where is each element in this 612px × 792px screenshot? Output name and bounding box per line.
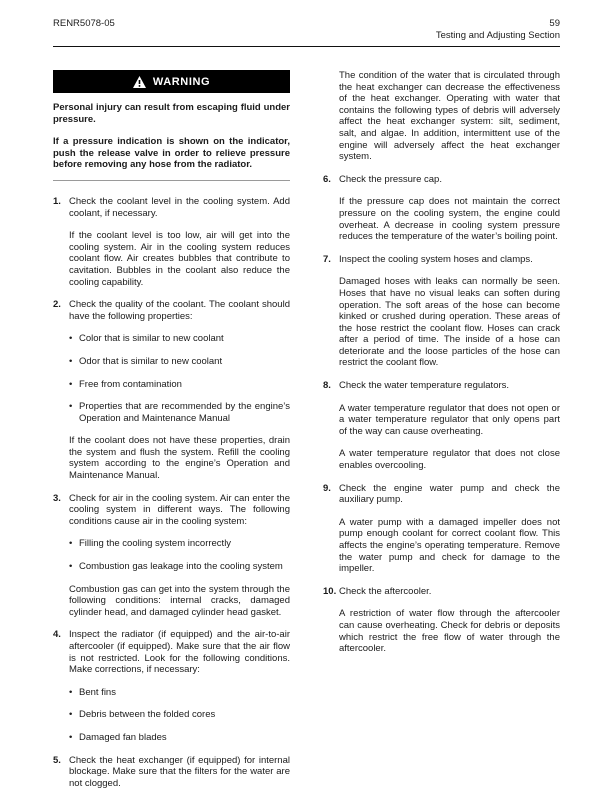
warning-triangle-icon xyxy=(133,76,146,88)
step-text: Check the pressure cap. xyxy=(339,173,442,185)
step-number: 6. xyxy=(323,173,331,185)
step-5-continuation-paragraph: The condition of the water that is circulated through the heat exchanger can decrease the effectiveness of the heat exchanger. Operating with water that contains the following types of debris will adversely affect the heat exchanger system: silt, sediment, salt, and algae. In addition, intermittent use of the engine will adversely affect the heat exchanger system. xyxy=(339,70,560,163)
bullet-text: Debris between the folded cores xyxy=(79,709,216,721)
section-title: Testing and Adjusting Section xyxy=(435,29,560,41)
bullet-text: Filling the cooling system incorrectly xyxy=(79,538,232,550)
step-number: 5. xyxy=(53,754,61,766)
step-9 xyxy=(323,483,560,575)
step-number: 1. xyxy=(53,195,61,207)
step-text: Check the aftercooler. xyxy=(339,585,432,597)
step-6 xyxy=(323,174,560,243)
step-body xyxy=(339,254,560,369)
step-number: 8. xyxy=(323,380,331,392)
step-body xyxy=(69,629,290,743)
step-paragraph: If the coolant does not have these properties, drain the system and flush the system. Refill the cooling system according to the engine’s Operation and Maintenance Manual. xyxy=(69,435,290,482)
bullet-dot-icon: • xyxy=(69,378,73,390)
warning-title: WARNING xyxy=(152,75,211,88)
bullet-item xyxy=(69,709,290,721)
bullet-text: Damaged fan blades xyxy=(79,731,167,743)
step-paragraph: If the pressure cap does not maintain the correct pressure on the cooling system, the engine could overheat. A decrease in cooling system pressure reduces the temperature of the water’s boiling point. xyxy=(339,196,560,243)
step-text: Check the heat exchanger (if equipped) for internal blockage. Make sure that the filters for the water are not clogged. xyxy=(69,754,290,789)
warning-header-bar xyxy=(53,70,290,93)
bullet-text: Bent fins xyxy=(79,686,116,698)
step-number: 10. xyxy=(323,585,337,597)
bullet-dot-icon: • xyxy=(69,709,73,721)
bullet-dot-icon: • xyxy=(69,561,73,573)
bullet-item xyxy=(69,732,290,744)
bullet-dot-icon: • xyxy=(69,333,73,345)
step-2 xyxy=(53,299,290,482)
bullet-item xyxy=(69,333,290,345)
warning-box xyxy=(53,70,290,181)
step-text: Check the water temperature regulators. xyxy=(339,380,510,392)
step-4 xyxy=(53,629,290,743)
step-text: Check for air in the cooling system. Air can enter the cooling system in different ways. The following conditions cause air in the cooling system: xyxy=(69,492,290,527)
bullet-item xyxy=(69,379,290,391)
step-paragraph: Combustion gas can get into the system through the following conditions: internal cracks, damaged cylinder head, and damaged cylinder head gasket. xyxy=(69,583,290,618)
step-paragraph: If the coolant level is too low, air will get into the cooling system. Air in the cooling system reduces coolant flow. Air creates bubbles that contribute to cavitation. Bubbles in the coolant also reduce the cooling capability. xyxy=(69,230,290,288)
warning-paragraph: If a pressure indication is shown on the indicator, push the release valve in order to relieve pressure before removing any hose from the radiator. xyxy=(53,136,290,171)
bullet-text: Properties that are recommended by the engine’s Operation and Maintenance Manual xyxy=(79,401,290,424)
step-paragraph: A water pump with a damaged impeller does not pump enough coolant for correct coolant flow. This affects the engine’s operating temperature. Remove the water pump and check for damage to the impeller. xyxy=(339,516,560,575)
bullet-dot-icon: • xyxy=(69,731,73,743)
step-number: 7. xyxy=(323,253,331,265)
step-5 xyxy=(53,755,290,790)
bullet-text: Color that is similar to new coolant xyxy=(79,333,224,345)
bullet-dot-icon: • xyxy=(69,401,73,413)
step-text: Check the coolant level in the cooling system. Add coolant, if necessary. xyxy=(69,195,290,219)
bullet-item xyxy=(69,356,290,368)
step-body xyxy=(339,586,560,655)
step-body xyxy=(69,196,290,288)
step-body xyxy=(339,380,560,472)
bullet-text: Combustion gas leakage into the cooling system xyxy=(79,561,283,573)
bullet-text: Free from contamination xyxy=(79,378,182,390)
step-text: Inspect the radiator (if equipped) and the air-to-air aftercooler (if equipped). Make sure that the air flow is not restricted. Look for the following conditions. Make corrections, if necessary: xyxy=(69,629,290,676)
step-paragraph: A restriction of water flow through the aftercooler can cause overheating. Check for debris or deposits which restrict the free flow of water through the aftercooler. xyxy=(339,608,560,655)
step-text: Inspect the cooling system hoses and clamps. xyxy=(339,253,533,265)
bullet-item xyxy=(69,561,290,573)
step-text: Check the quality of the coolant. The coolant should have the following properties: xyxy=(69,299,290,322)
warning-paragraph: Personal injury can result from escaping fluid under pressure. xyxy=(53,102,290,125)
step-number: 9. xyxy=(323,482,331,494)
step-number: 3. xyxy=(53,492,61,504)
bullet-item xyxy=(69,538,290,550)
step-paragraph: Damaged hoses with leaks can normally be seen. Hoses that have no visual leaks can soften during operation. The soft areas of the hose can become kinked or crushed during operation. These areas of the hose restrict the coolant flow. Hoses can crack after a period of time. The inside of a hose can deteriorate and the loose particles of the hose can restrict the coolant flow. xyxy=(339,276,560,369)
step-body xyxy=(69,299,290,482)
right-column xyxy=(323,70,560,792)
header-right xyxy=(436,18,560,41)
step-number: 4. xyxy=(53,629,61,641)
step-number: 2. xyxy=(53,299,61,311)
step-3 xyxy=(53,493,290,619)
bullet-item xyxy=(69,401,290,424)
step-body xyxy=(69,755,290,790)
left-column xyxy=(53,70,290,792)
step-body xyxy=(339,174,560,243)
step-paragraph: A water temperature regulator that does not open or a water temperature regulator that only opens part of the way can cause overheating. xyxy=(339,402,560,437)
step-text: Check the engine water pump and check the auxiliary pump. xyxy=(339,482,560,506)
bullet-dot-icon: • xyxy=(69,538,73,550)
step-10 xyxy=(323,586,560,655)
step-body xyxy=(339,483,560,575)
document-number: RENR5078-05 xyxy=(53,18,115,29)
step-8 xyxy=(323,380,560,472)
bullet-item xyxy=(69,687,290,699)
step-7 xyxy=(323,254,560,369)
page-number: 59 xyxy=(549,18,560,29)
bullet-text: Odor that is similar to new coolant xyxy=(79,355,223,367)
page-header xyxy=(53,18,560,47)
bullet-dot-icon: • xyxy=(69,355,73,367)
bullet-dot-icon: • xyxy=(69,686,73,698)
step-body xyxy=(69,493,290,619)
step-1 xyxy=(53,196,290,288)
step-paragraph: A water temperature regulator that does not close enables overcooling. xyxy=(339,448,560,472)
two-column-body xyxy=(53,70,560,792)
